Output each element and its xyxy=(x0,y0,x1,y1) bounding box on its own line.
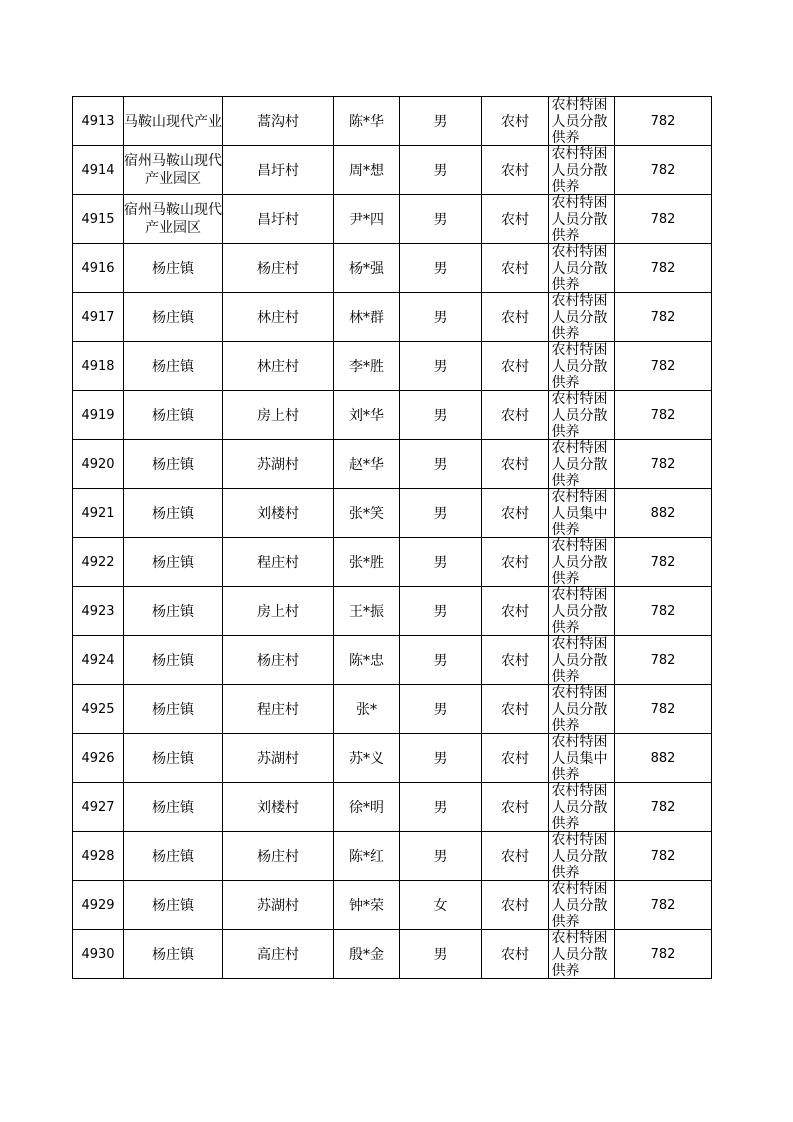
assistance-type-cell xyxy=(549,930,615,979)
amount-cell: 782 xyxy=(615,244,712,293)
record-number: 4926 xyxy=(73,734,124,783)
amount-cell: 782 xyxy=(615,538,712,587)
gender-cell: 男 xyxy=(400,244,482,293)
gender-cell: 男 xyxy=(400,636,482,685)
amount-cell: 782 xyxy=(615,685,712,734)
table-row xyxy=(73,734,712,783)
gender-cell: 男 xyxy=(400,195,482,244)
table-row xyxy=(73,146,712,195)
person-name-cell: 刘*华 xyxy=(334,391,400,440)
record-number: 4930 xyxy=(73,930,124,979)
area-type-cell: 农村 xyxy=(482,97,549,146)
amount-cell: 782 xyxy=(615,930,712,979)
amount-cell: 882 xyxy=(615,489,712,538)
gender-cell: 男 xyxy=(400,342,482,391)
record-number: 4916 xyxy=(73,244,124,293)
amount-cell: 882 xyxy=(615,734,712,783)
area-type-cell: 农村 xyxy=(482,538,549,587)
town-cell: 杨庄镇 xyxy=(124,342,223,391)
assistance-type-cell xyxy=(549,97,615,146)
town-cell: 杨庄镇 xyxy=(124,587,223,636)
town-cell: 杨庄镇 xyxy=(124,930,223,979)
table-row xyxy=(73,293,712,342)
village-cell: 房上村 xyxy=(223,391,334,440)
town-cell: 宿州马鞍山现代产业园区 xyxy=(124,195,223,244)
table-row xyxy=(73,342,712,391)
area-type-cell: 农村 xyxy=(482,881,549,930)
table-row xyxy=(73,538,712,587)
area-type-cell: 农村 xyxy=(482,342,549,391)
assistance-type-cell xyxy=(549,881,615,930)
village-cell: 苏湖村 xyxy=(223,881,334,930)
area-type-cell: 农村 xyxy=(482,636,549,685)
gender-cell: 男 xyxy=(400,538,482,587)
person-name-cell: 陈*红 xyxy=(334,832,400,881)
record-number: 4929 xyxy=(73,881,124,930)
amount-cell: 782 xyxy=(615,97,712,146)
village-cell: 程庄村 xyxy=(223,685,334,734)
area-type-cell: 农村 xyxy=(482,391,549,440)
gender-cell: 男 xyxy=(400,930,482,979)
record-number: 4922 xyxy=(73,538,124,587)
assistance-type-cell xyxy=(549,489,615,538)
assistance-type-text: 农村特困人员分散供养 xyxy=(551,342,608,390)
record-number: 4921 xyxy=(73,489,124,538)
assistance-type-text: 农村特困人员分散供养 xyxy=(551,440,608,488)
table-row xyxy=(73,97,712,146)
area-type-cell: 农村 xyxy=(482,685,549,734)
assistance-type-cell xyxy=(549,391,615,440)
assistance-type-cell xyxy=(549,440,615,489)
table-row xyxy=(73,587,712,636)
table-row xyxy=(73,636,712,685)
person-name-cell: 徐*明 xyxy=(334,783,400,832)
gender-cell: 男 xyxy=(400,440,482,489)
record-number: 4913 xyxy=(73,97,124,146)
assistance-type-cell xyxy=(549,342,615,391)
gender-cell: 男 xyxy=(400,293,482,342)
area-type-cell: 农村 xyxy=(482,244,549,293)
amount-cell: 782 xyxy=(615,636,712,685)
village-cell: 杨庄村 xyxy=(223,244,334,293)
town-cell: 宿州马鞍山现代产业园区 xyxy=(124,146,223,195)
gender-cell: 男 xyxy=(400,97,482,146)
town-cell: 杨庄镇 xyxy=(124,293,223,342)
person-name-cell: 张*笑 xyxy=(334,489,400,538)
gender-cell: 女 xyxy=(400,881,482,930)
person-name-cell: 周*想 xyxy=(334,146,400,195)
assistance-type-cell xyxy=(549,195,615,244)
area-type-cell: 农村 xyxy=(482,832,549,881)
table-row xyxy=(73,489,712,538)
table-row xyxy=(73,391,712,440)
assistance-type-text: 农村特困人员分散供养 xyxy=(551,587,608,635)
assistance-type-text: 农村特困人员分散供养 xyxy=(551,391,608,439)
area-type-cell: 农村 xyxy=(482,734,549,783)
person-name-cell: 张*胜 xyxy=(334,538,400,587)
village-cell: 房上村 xyxy=(223,587,334,636)
assistance-type-cell xyxy=(549,244,615,293)
assistance-type-cell xyxy=(549,636,615,685)
area-type-cell: 农村 xyxy=(482,440,549,489)
assistance-type-cell xyxy=(549,685,615,734)
town-cell: 杨庄镇 xyxy=(124,538,223,587)
amount-cell: 782 xyxy=(615,783,712,832)
village-cell: 杨庄村 xyxy=(223,832,334,881)
amount-cell: 782 xyxy=(615,293,712,342)
record-number: 4925 xyxy=(73,685,124,734)
person-name-cell: 王*振 xyxy=(334,587,400,636)
record-number: 4918 xyxy=(73,342,124,391)
person-name-cell: 李*胜 xyxy=(334,342,400,391)
record-number: 4917 xyxy=(73,293,124,342)
town-cell: 杨庄镇 xyxy=(124,783,223,832)
assistance-type-text: 农村特困人员分散供养 xyxy=(551,783,608,831)
village-cell: 林庄村 xyxy=(223,293,334,342)
person-name-cell: 张* xyxy=(334,685,400,734)
gender-cell: 男 xyxy=(400,391,482,440)
gender-cell: 男 xyxy=(400,146,482,195)
record-number: 4919 xyxy=(73,391,124,440)
table-row xyxy=(73,832,712,881)
assistance-type-text: 农村特困人员分散供养 xyxy=(551,538,608,586)
assistance-type-cell xyxy=(549,783,615,832)
gender-cell: 男 xyxy=(400,685,482,734)
roster-table xyxy=(72,96,712,979)
assistance-type-text: 农村特困人员分散供养 xyxy=(551,97,608,145)
area-type-cell: 农村 xyxy=(482,489,549,538)
town-cell: 杨庄镇 xyxy=(124,440,223,489)
amount-cell: 782 xyxy=(615,342,712,391)
amount-cell: 782 xyxy=(615,587,712,636)
person-name-cell: 钟*荣 xyxy=(334,881,400,930)
roster-body xyxy=(73,97,712,979)
person-name-cell: 林*群 xyxy=(334,293,400,342)
assistance-type-cell xyxy=(549,832,615,881)
town-cell: 杨庄镇 xyxy=(124,489,223,538)
assistance-type-text: 农村特困人员分散供养 xyxy=(551,244,608,292)
village-cell: 苏湖村 xyxy=(223,440,334,489)
table-row xyxy=(73,685,712,734)
record-number: 4924 xyxy=(73,636,124,685)
gender-cell: 男 xyxy=(400,832,482,881)
village-cell: 苏湖村 xyxy=(223,734,334,783)
area-type-cell: 农村 xyxy=(482,293,549,342)
record-number: 4927 xyxy=(73,783,124,832)
town-cell: 杨庄镇 xyxy=(124,685,223,734)
person-name-cell: 陈*忠 xyxy=(334,636,400,685)
person-name-cell: 陈*华 xyxy=(334,97,400,146)
amount-cell: 782 xyxy=(615,881,712,930)
assistance-type-text: 农村特困人员集中供养 xyxy=(551,489,608,537)
village-cell: 程庄村 xyxy=(223,538,334,587)
village-cell: 昌圩村 xyxy=(223,146,334,195)
town-cell: 马鞍山现代产业 xyxy=(124,97,223,146)
table-row xyxy=(73,195,712,244)
village-cell: 刘楼村 xyxy=(223,783,334,832)
village-cell: 昌圩村 xyxy=(223,195,334,244)
area-type-cell: 农村 xyxy=(482,587,549,636)
table-row xyxy=(73,244,712,293)
person-name-cell: 殷*金 xyxy=(334,930,400,979)
village-cell: 蒿沟村 xyxy=(223,97,334,146)
village-cell: 杨庄村 xyxy=(223,636,334,685)
area-type-cell: 农村 xyxy=(482,146,549,195)
person-name-cell: 杨*强 xyxy=(334,244,400,293)
amount-cell: 782 xyxy=(615,195,712,244)
assistance-type-text: 农村特困人员分散供养 xyxy=(551,293,608,341)
gender-cell: 男 xyxy=(400,489,482,538)
assistance-type-cell xyxy=(549,146,615,195)
amount-cell: 782 xyxy=(615,440,712,489)
assistance-type-text: 农村特困人员分散供养 xyxy=(551,930,608,978)
village-cell: 高庄村 xyxy=(223,930,334,979)
record-number: 4914 xyxy=(73,146,124,195)
assistance-type-text: 农村特困人员分散供养 xyxy=(551,636,608,684)
town-cell: 杨庄镇 xyxy=(124,244,223,293)
assistance-type-cell xyxy=(549,734,615,783)
town-cell: 杨庄镇 xyxy=(124,832,223,881)
village-cell: 刘楼村 xyxy=(223,489,334,538)
record-number: 4923 xyxy=(73,587,124,636)
amount-cell: 782 xyxy=(615,391,712,440)
gender-cell: 男 xyxy=(400,734,482,783)
amount-cell: 782 xyxy=(615,146,712,195)
assistance-type-cell xyxy=(549,538,615,587)
table-row xyxy=(73,440,712,489)
record-number: 4915 xyxy=(73,195,124,244)
amount-cell: 782 xyxy=(615,832,712,881)
record-number: 4928 xyxy=(73,832,124,881)
assistance-type-text: 农村特困人员分散供养 xyxy=(551,881,608,929)
assistance-type-text: 农村特困人员分散供养 xyxy=(551,146,608,194)
town-cell: 杨庄镇 xyxy=(124,391,223,440)
table-row xyxy=(73,783,712,832)
village-cell: 林庄村 xyxy=(223,342,334,391)
town-cell: 杨庄镇 xyxy=(124,636,223,685)
assistance-type-cell xyxy=(549,587,615,636)
table-row xyxy=(73,930,712,979)
assistance-type-text: 农村特困人员集中供养 xyxy=(551,734,608,782)
record-number: 4920 xyxy=(73,440,124,489)
assistance-type-text: 农村特困人员分散供养 xyxy=(551,685,608,733)
gender-cell: 男 xyxy=(400,587,482,636)
person-name-cell: 赵*华 xyxy=(334,440,400,489)
town-cell: 杨庄镇 xyxy=(124,881,223,930)
gender-cell: 男 xyxy=(400,783,482,832)
area-type-cell: 农村 xyxy=(482,195,549,244)
assistance-type-text: 农村特困人员分散供养 xyxy=(551,832,608,880)
area-type-cell: 农村 xyxy=(482,783,549,832)
town-cell: 杨庄镇 xyxy=(124,734,223,783)
person-name-cell: 尹*四 xyxy=(334,195,400,244)
table-row xyxy=(73,881,712,930)
assistance-type-cell xyxy=(549,293,615,342)
assistance-type-text: 农村特困人员分散供养 xyxy=(551,195,608,243)
person-name-cell: 苏*义 xyxy=(334,734,400,783)
area-type-cell: 农村 xyxy=(482,930,549,979)
